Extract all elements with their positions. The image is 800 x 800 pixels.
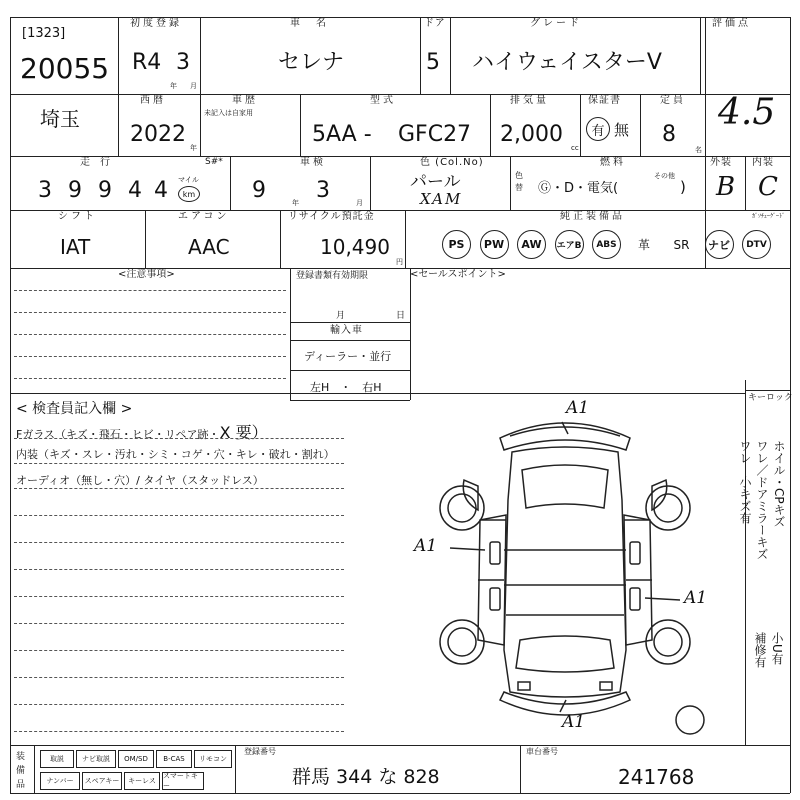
side-doors [478, 515, 652, 645]
mileage-digit: 9 [98, 178, 112, 203]
inspector-title: < 検査員記入欄 > [16, 401, 133, 417]
equipment-item: DTV [742, 230, 771, 259]
warranty-label: 保証書 [588, 95, 621, 106]
color-label: 色 (Col.No) [420, 157, 484, 168]
inspection-month-suffix: 月 [356, 199, 363, 207]
mileage-digit: 3 [38, 178, 52, 203]
displacement-label: 排気量 [510, 95, 549, 106]
history-label: 車歴 [232, 95, 258, 106]
mileage-label: 走行 [80, 157, 120, 168]
side-note-line: ワレ／ドアミラーキズ [755, 440, 769, 560]
doors-value: 5 [426, 50, 440, 75]
year-suffix: 年 [170, 82, 177, 90]
exterior-label: 外装 [710, 157, 732, 168]
import-type: ディーラー・並行 [304, 350, 392, 363]
doors-label: ドア [424, 18, 446, 29]
grade-value: ハイウェイスターV [472, 50, 662, 75]
accessory-item: 取説 [40, 750, 74, 768]
accessory-item: キーレス [124, 772, 160, 790]
side-notes-lower [752, 632, 786, 742]
fuel-label: 燃料 [600, 157, 626, 168]
inspection-year: 9 [252, 178, 266, 203]
reg-number-label: 登録番号 [244, 747, 276, 756]
interior-grade: C [758, 172, 778, 202]
recycle-value: 10,490 [320, 235, 390, 259]
gachi-label: ｶﾞｿﾁｭｰｸﾞｰﾄﾞ [752, 213, 786, 220]
side-note-line: 小U有 [770, 632, 784, 665]
rust-marker-circle [676, 706, 704, 734]
accessory-item: スペアキー [82, 772, 122, 790]
fuel-close-paren: ) [680, 178, 686, 196]
equipment-item: AW [517, 230, 546, 259]
displacement-unit: cc [571, 144, 579, 152]
equipment-label: 純正装備品 [560, 211, 625, 222]
capacity-label: 定員 [660, 95, 686, 106]
model-year: 2022 [130, 122, 186, 147]
model-prefix: 5AA - [312, 122, 372, 147]
equipment-item: PS [442, 230, 471, 259]
car-damage-diagram [390, 400, 740, 740]
damage-mark-front: A1 [566, 398, 590, 418]
entry-number: 20055 [20, 52, 110, 85]
car-name: セレナ [278, 50, 345, 75]
damage-mark-right: A1 [684, 588, 708, 608]
sales-point-label: <セールスポイント> [410, 269, 506, 280]
accessory-item: B-CAS [156, 750, 192, 768]
color-code: XAM [420, 190, 463, 208]
model-year-suffix: 年 [190, 144, 197, 152]
doc-expiry-month: 月 [336, 311, 346, 321]
inspection-year-suffix: 年 [292, 199, 299, 207]
rear-bumper [500, 682, 630, 715]
month-suffix: 月 [190, 82, 197, 90]
mileage-digit: 4 [154, 178, 168, 203]
chassis-number: 241768 [618, 765, 695, 789]
side-note-line: ワレ 小キズ有 [738, 440, 752, 524]
mirrors [463, 480, 666, 510]
region: 埼玉 [40, 107, 80, 131]
fuel-other: その他 [654, 172, 675, 180]
displacement: 2,000 [500, 122, 563, 147]
recycle-unit: 円 [396, 258, 403, 266]
equipment-item: ナビ [705, 230, 734, 259]
windshield-mark: X 要） [219, 423, 268, 442]
western-year-label: 西暦 [140, 95, 166, 106]
chassis-label: 車台番号 [526, 747, 558, 756]
steering-side: 左H ・ 右H [310, 381, 382, 394]
doc-expiry-label: 登録書類有効期限 [296, 271, 369, 281]
model-code: GFC27 [398, 122, 472, 147]
shift-value: IAT [60, 235, 91, 259]
aircon-value: AAC [188, 235, 230, 259]
import-label: 輸入車 [330, 325, 363, 336]
color-value: パール [410, 172, 461, 192]
windshield-line [16, 420, 268, 443]
doc-expiry-day: 日 [396, 311, 406, 321]
car-name-label: 車 名 [290, 18, 329, 29]
eval-label: 評価点 [712, 18, 751, 29]
accessory-item: OM/SD [118, 750, 154, 768]
capacity: 8 [662, 122, 676, 147]
equipment-item: 革 [637, 238, 650, 252]
audio-tire-line: オーディオ（無し・穴）/ タイヤ（スタッドレス） [16, 474, 264, 487]
warranty-yes-circled: 有 [586, 117, 610, 141]
accessory-item: ナビ取説 [76, 750, 116, 768]
recolor-label: 色替 [515, 171, 523, 192]
capacity-unit: 名 [695, 146, 702, 154]
equipment-item: ABS [592, 230, 621, 259]
interior-label: 内装 [752, 157, 774, 168]
car-body-outline [478, 447, 652, 697]
first-registration-month: 3 [176, 50, 190, 75]
mileage-unit-km-circled: km [178, 186, 200, 202]
accessory-item: ナンバー [40, 772, 80, 790]
equipment-item: エアB [555, 230, 584, 259]
eval-score: 4.5 [718, 92, 776, 133]
accessory-item: スマートキー [162, 772, 204, 790]
equipment-item: PW [480, 230, 509, 259]
damage-mark-rear: A1 [562, 712, 586, 732]
windshield-text: Fガラス（キズ・飛石・ヒビ・リペア跡・ [16, 428, 220, 441]
side-note-line: ホイル・CPキズ [772, 440, 786, 528]
warranty-no: 無 [614, 121, 630, 139]
recycle-label: リサイクル預託金 [288, 211, 375, 222]
inspection-label: 車検 [300, 157, 326, 168]
damage-mark-left: A1 [414, 536, 438, 556]
accessories-label: 装備品 [16, 752, 26, 790]
history-note: 未記入は自家用 [204, 109, 253, 117]
accessory-item: リモコン [194, 750, 232, 768]
inspection-month: 3 [316, 178, 330, 203]
exterior-grade: B [716, 172, 736, 202]
aircon-label: エアコン [178, 211, 230, 222]
model-label: 型式 [370, 95, 396, 106]
keylock-label: キーロック [748, 393, 793, 403]
caution-label: <注意事項> [118, 269, 175, 280]
side-note-line: 補修有 [753, 632, 767, 668]
mileage-digit: 9 [68, 178, 82, 203]
equipment-item: SR [673, 237, 690, 252]
shift-label: シフト [58, 211, 97, 222]
lot-number: [1323] [22, 26, 66, 41]
sno-label: S#* [205, 157, 223, 167]
fuel-options: Ⓖ・D・電気( [538, 181, 619, 196]
interior-line: 内装（キズ・スレ・汚れ・シミ・コゲ・穴・キレ・破れ・割れ） [16, 448, 335, 461]
grade-label: グレード [530, 18, 582, 29]
mileage-digit: 4 [128, 178, 142, 203]
first-registration-label: 初度登録 [130, 18, 182, 29]
reg-number: 群馬 344 な 828 [292, 766, 440, 788]
mileage-unit-miles: マイル [178, 176, 199, 184]
first-registration-era: R4 [132, 50, 162, 75]
